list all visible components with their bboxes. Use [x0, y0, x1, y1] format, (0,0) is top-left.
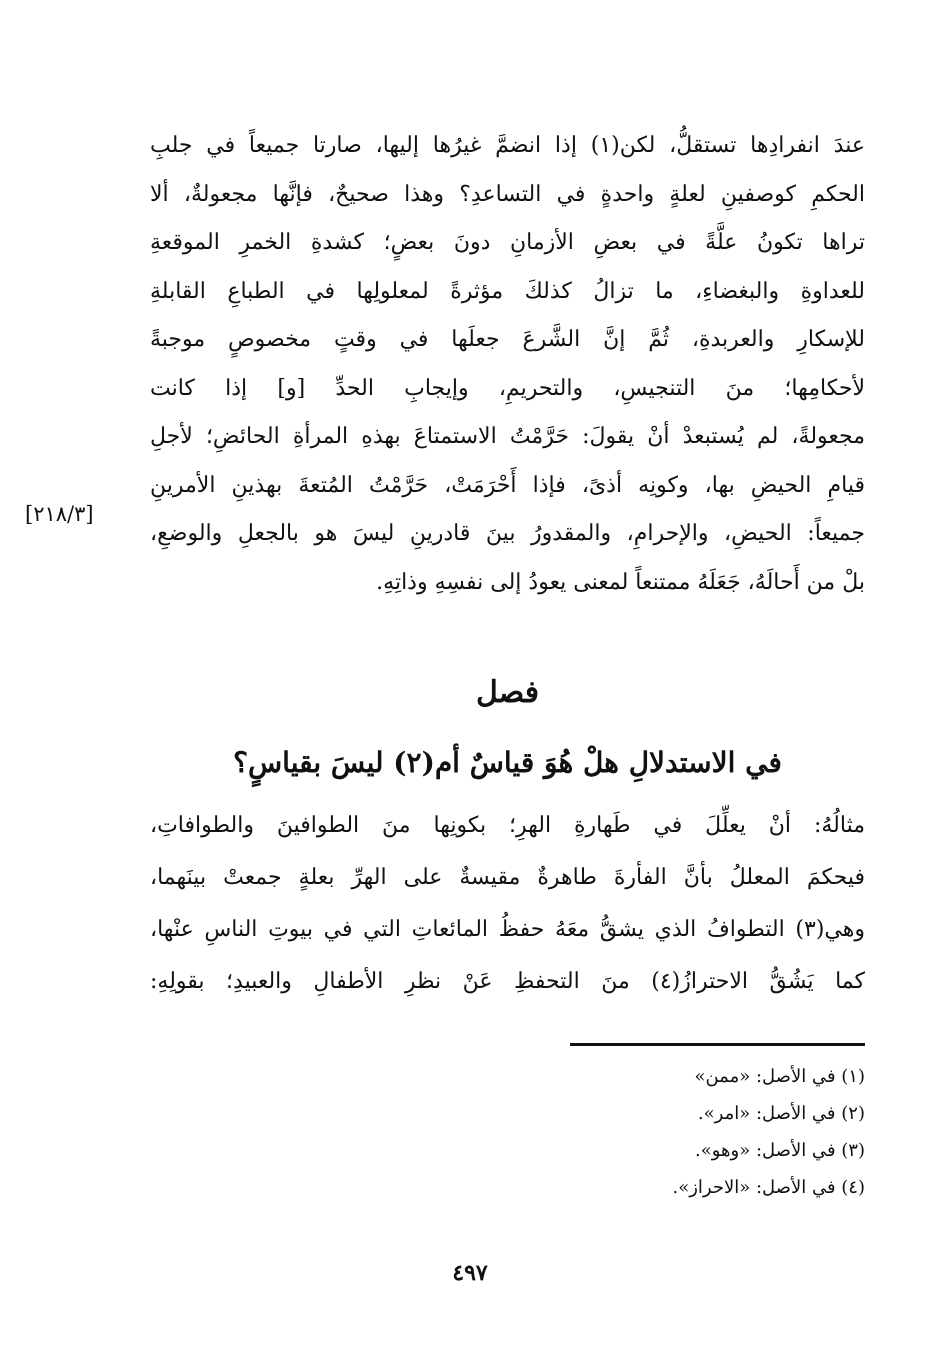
section-title: في الاستدلالِ هلْ هُوَ قياسٌ أم(٢) ليسَ بقياسٍ؟: [233, 746, 782, 779]
text-line: وهي(٣) التطوافُ الذي يشقُّ معَهُ حفظُ المائعاتِ التي في بيوتِ الناسِ عنْها،: [150, 917, 865, 942]
text-line: مجعولةً، لم يُستبعدْ أنْ يقولَ: حَرَّمْتُ الاستمتاعَ بهذهِ المرأةِ الحائضِ؛ لأجلِ: [150, 424, 865, 449]
text-line: قيامِ الحيضِ بها، وكونِه أذىً، فإذا أَحْرَمَتْ، حَرَّمْتُ المُتعةَ بهذينِ الأمرينِ: [150, 472, 865, 498]
text-line: تراها تكونُ علَّةً في بعضِ الأزمانِ دونَ بعضٍ؛ كشدةِ الخمرِ الموقعةِ: [150, 230, 865, 255]
footnote: (٣) في الأصل: «وهو».: [695, 1140, 865, 1161]
footnote: (٤) في الأصل: «الاحراز».: [672, 1177, 865, 1198]
footnote-divider: [570, 1043, 865, 1046]
text-line: عندَ انفرادِها تستقلُّ، لكن(١) إذا انضمَّ غيرُها إليها، صارتا جميعاً في جلبِ: [150, 133, 865, 158]
text-line: كما يَشُقُّ الاحترازُ(٤) منَ التحفظِ عَنْ نظرِ الأطفالِ والعبيدِ؛ بقولِهِ:: [150, 969, 865, 994]
margin-page-reference: [٢١٨/٣]: [25, 502, 94, 526]
text-line: جميعاً: الحيضِ، والإحرامِ، والمقدورُ بينَ قادرينِ ليسَ هو بالجعلِ والوضعِ،: [150, 521, 865, 546]
section-heading: فصل: [475, 675, 540, 710]
footnotes: [450, 1058, 865, 1206]
footnote: (١) في الأصل: «ممن»: [694, 1066, 865, 1087]
text-line: لأحكامِها؛ منَ التنجيسِ، والتحريمِ، وإيجابِ الحدِّ [و] إذا كانت: [150, 375, 865, 401]
text-line: الحكمِ كوصفينِ لعلةٍ واحدةٍ في التساعدِ؟ وهذا صحيحٌ، فإنَّها مجعولةٌ، ألا: [150, 181, 865, 207]
text-line: بلْ من أَحالَهُ، جَعَلَهُ ممتنعاً لمعنى يعودُ إلى نفسِهِ وذاتِهِ.: [376, 569, 865, 595]
text-line: فيحكمَ المعللُ بأنَّ الفأرةَ طاهرةٌ مقيسةٌ على الهرِّ بعلةٍ جمعتْ بينَهما،: [150, 865, 865, 890]
text-line: للإسكارِ والعربدةِ، ثُمَّ إنَّ الشَّرعَ جعلَها في وقتٍ مخصوصٍ موجبةً: [150, 327, 865, 352]
footnote: (٢) في الأصل: «امر».: [697, 1103, 865, 1124]
page-number: ٤٩٧: [452, 1260, 488, 1286]
text-line: للعداوةِ والبغضاءِ، ما تزالُ كذلكَ مؤثرةً لمعلولِها في الطباعِ القابلةِ: [150, 278, 865, 304]
paragraph-1: [150, 122, 865, 607]
paragraph-2: [150, 800, 865, 1008]
text-line: مثالُهُ: أنْ يعلِّلَ في طَهارةِ الهرِ؛ بكونِها منَ الطوافينَ والطوافاتِ،: [150, 813, 865, 838]
